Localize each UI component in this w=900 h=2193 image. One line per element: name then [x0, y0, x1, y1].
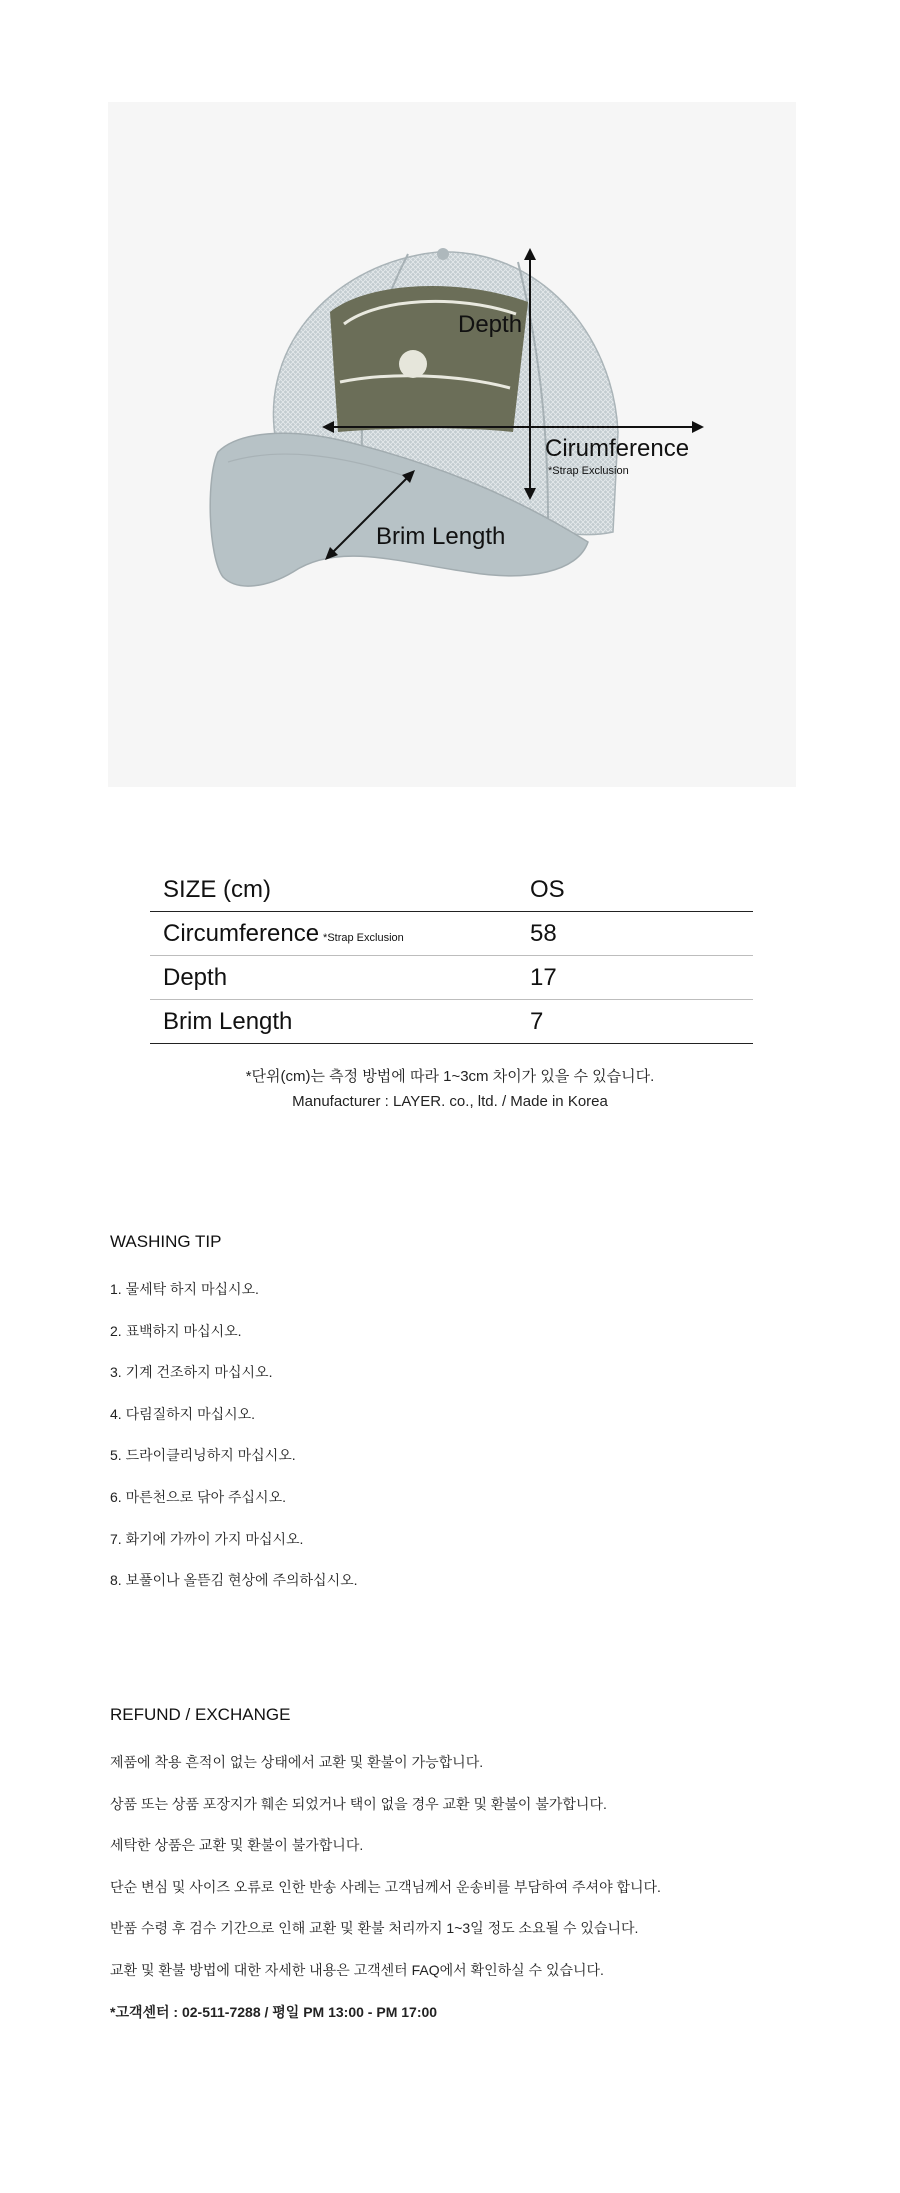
circumference-label: Cirumference: [545, 435, 690, 462]
washing-tip-list: [110, 1279, 358, 1612]
list-item: 제품에 착용 흔적이 없는 상태에서 교환 및 환불이 가능합니다.: [110, 1754, 484, 1770]
list-item: 8. 보풀이나 올뜯김 현상에 주의하십시오.: [110, 1572, 358, 1589]
cap-button: [437, 248, 449, 260]
washing-tip-title: WASHING TIP: [110, 1232, 222, 1251]
strap-note: *Strap Exclusion: [323, 931, 404, 944]
row-value: 58: [530, 912, 753, 956]
cap-illustration: [108, 102, 796, 787]
list-item: 상품 또는 상품 포장지가 훼손 되었거나 택이 없을 경우 교환 및 환불이 불가합니다.: [110, 1795, 607, 1812]
row-label: Circumference *Strap Exclusion: [150, 912, 530, 956]
list-item: 교환 및 환불 방법에 대한 자세한 내용은 고객센터 FAQ에서 확인하실 수 있습니다.: [110, 1961, 604, 1978]
list-item: 7. 화기에 가까이 가지 마십시오.: [110, 1530, 304, 1547]
list-item: 세탁한 상품은 교환 및 환불이 불가합니다.: [110, 1837, 364, 1854]
size-table: [150, 868, 753, 1044]
row-value: 7: [530, 1000, 753, 1044]
list-item: 반품 수령 후 검수 기간으로 인해 교환 및 환불 처리까지 1~3일 정도 소요될 수 있습니다.: [110, 1920, 639, 1937]
manufacturer-note: Manufacturer : LAYER. co., ltd. / Made in Korea: [292, 1093, 608, 1110]
list-item: 3. 기계 건조하지 마십시오.: [110, 1364, 273, 1381]
size-table-header: [150, 868, 753, 912]
list-item: 1. 물세탁 하지 마십시오.: [110, 1281, 259, 1297]
list-item: 4. 다림질하지 마십시오.: [110, 1405, 256, 1422]
customer-center-contact: *고객센터 : 02-511-7288 / 평일 PM 13:00 - PM 17:00: [110, 2003, 438, 2020]
logo-emblem: [399, 350, 427, 378]
size-header-label: SIZE (cm): [150, 868, 530, 912]
list-item: 5. 드라이클리닝하지 마십시오.: [110, 1447, 296, 1464]
row-label: Brim Length: [150, 1000, 530, 1044]
refund-exchange-title: REFUND / EXCHANGE: [110, 1705, 291, 1724]
table-row: [150, 912, 753, 956]
depth-label: Depth: [458, 311, 523, 338]
list-item: 단순 변심 및 사이즈 오류로 인한 반송 사례는 고객님께서 운송비를 부담하여 주셔야 합니다.: [110, 1878, 661, 1895]
strap-exclusion-note: *Strap Exclusion: [548, 465, 629, 477]
table-row: [150, 956, 753, 1000]
list-item: 6. 마른천으로 닦아 주십시오.: [110, 1488, 286, 1505]
row-value: 17: [530, 956, 753, 1000]
size-header-value: OS: [530, 868, 753, 912]
table-row: [150, 1000, 753, 1044]
refund-exchange-list: [110, 1752, 661, 2043]
row-label: Depth: [150, 956, 530, 1000]
list-item: 2. 표백하지 마십시오.: [110, 1322, 242, 1339]
product-measurement-diagram: [108, 102, 796, 787]
brim-length-label: Brim Length: [376, 523, 506, 550]
unit-note: *단위(cm)는 측정 방법에 따라 1~3cm 차이가 있을 수 있습니다.: [245, 1068, 655, 1085]
